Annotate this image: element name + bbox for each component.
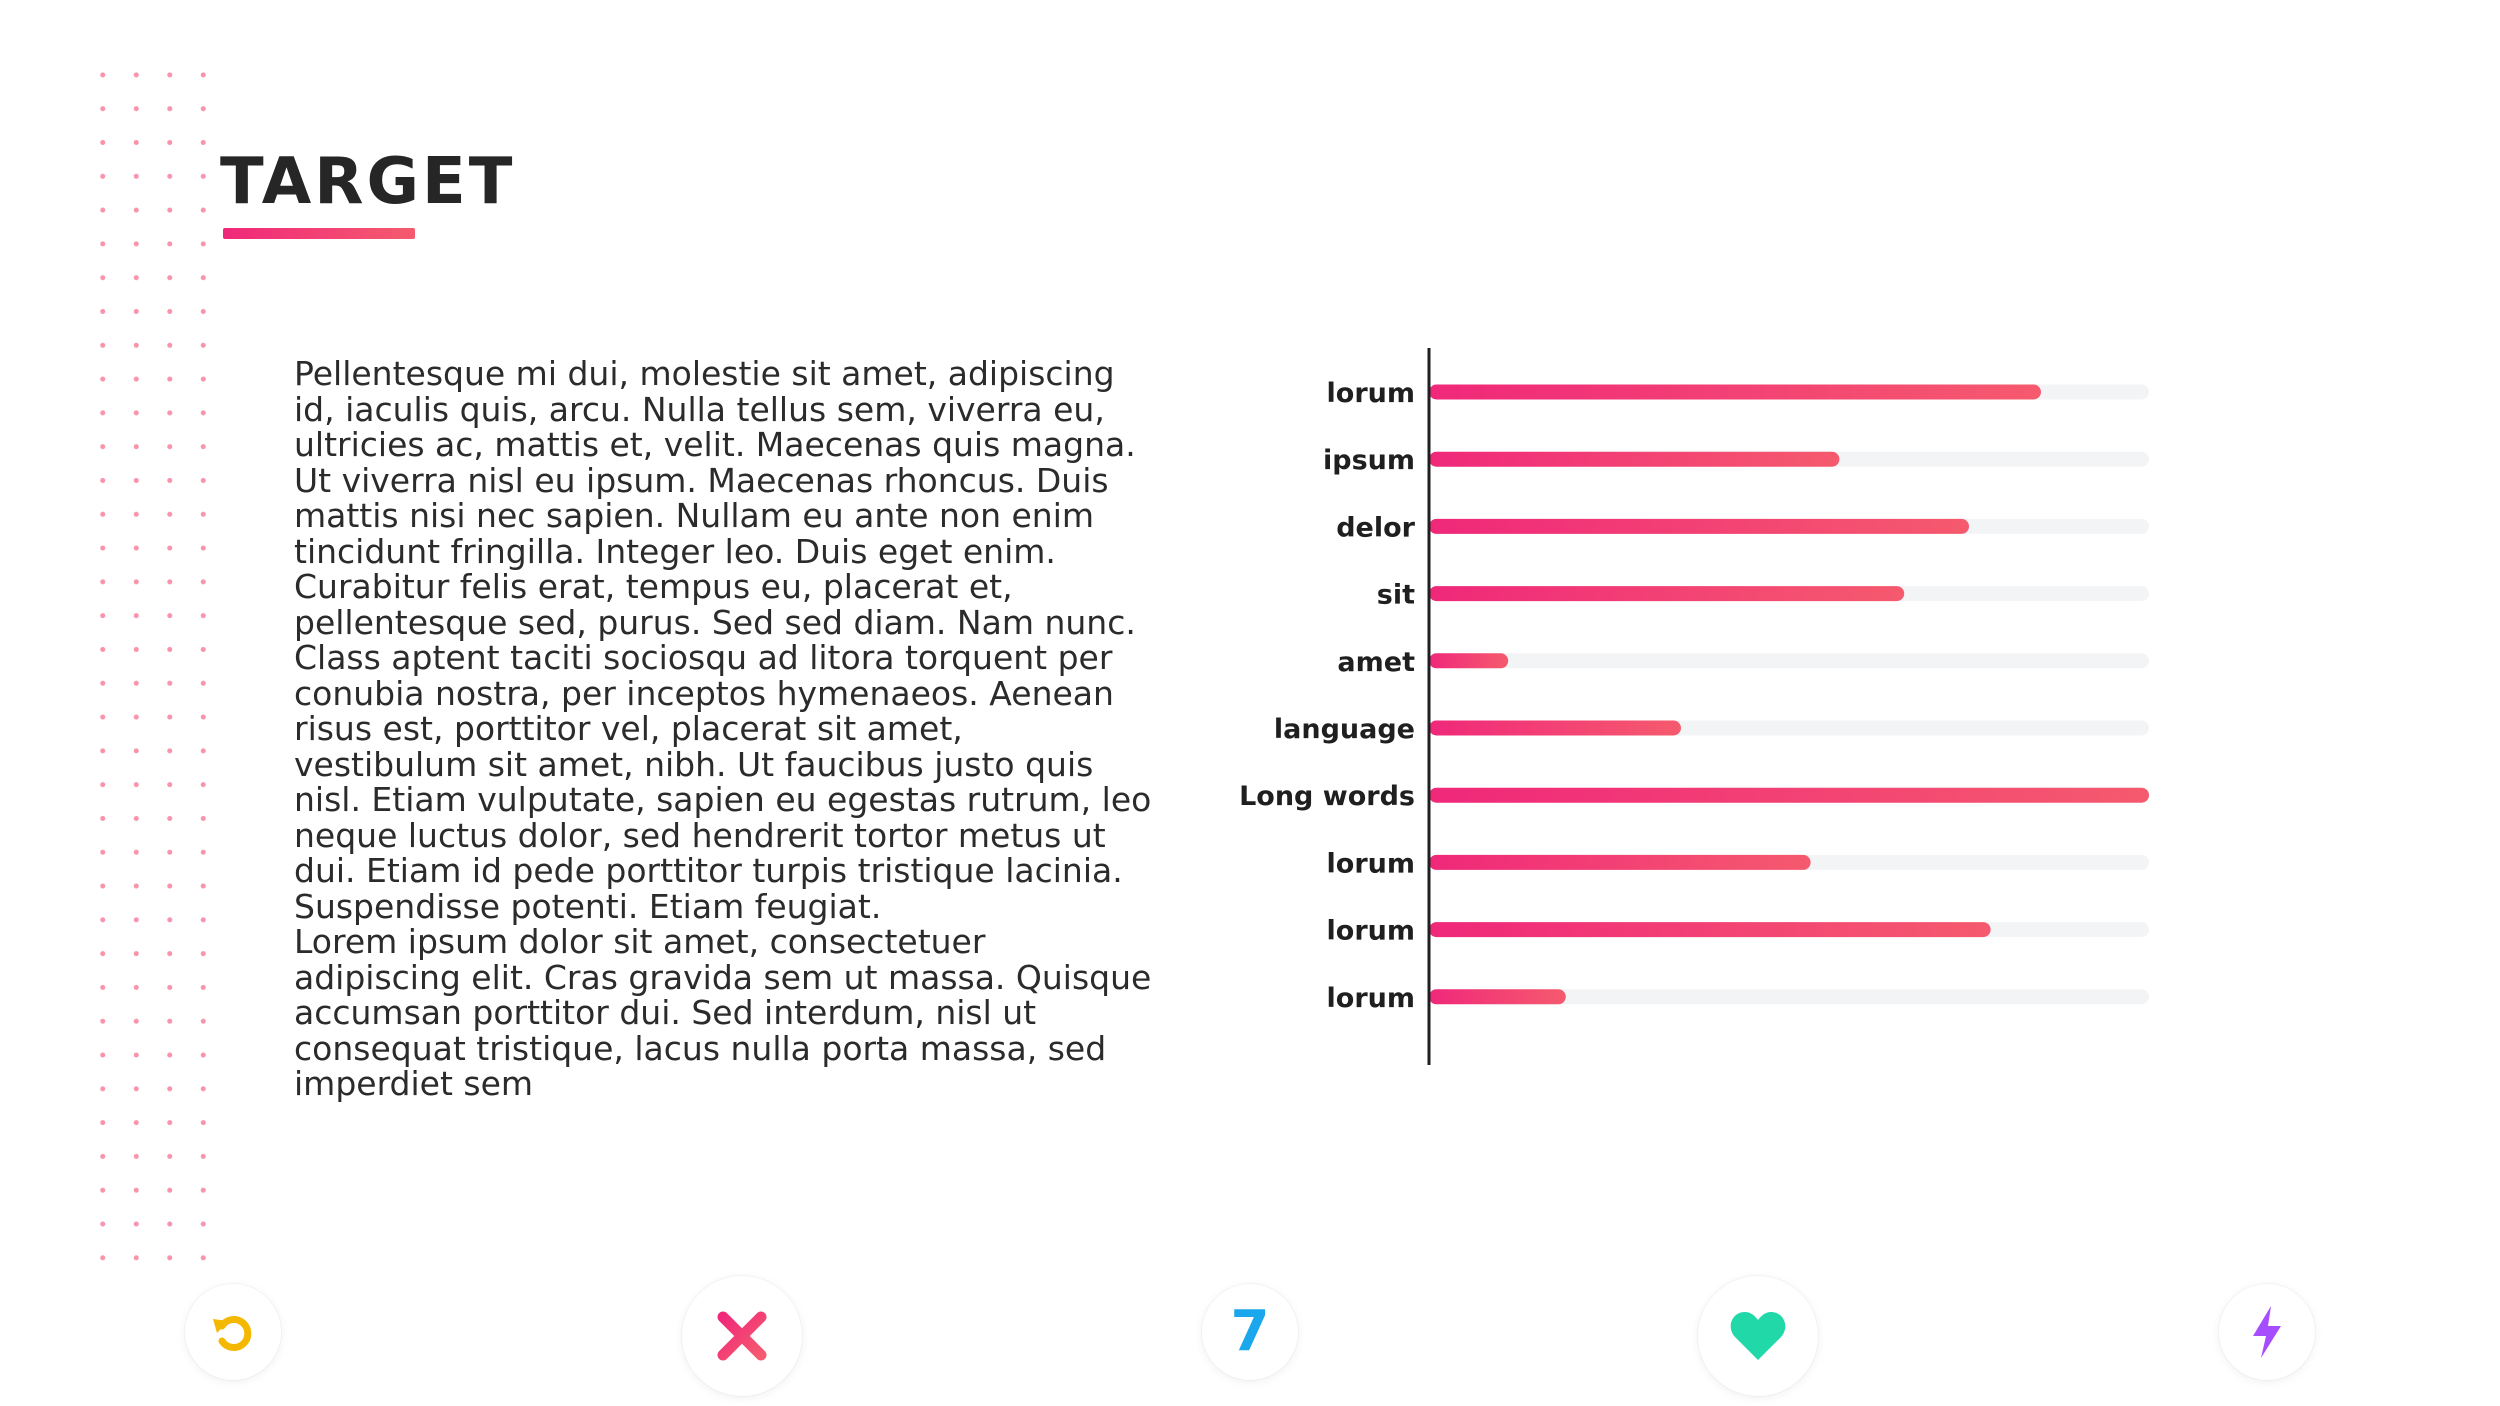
title-underline — [223, 228, 415, 239]
decorative-dot-grid — [86, 58, 206, 1276]
bar-1 — [1429, 452, 1839, 467]
bar-9 — [1429, 989, 1566, 1004]
bar-track — [1429, 653, 2149, 668]
category-label: lorum — [1326, 915, 1415, 947]
bar-0 — [1429, 385, 2041, 400]
bar-6 — [1429, 788, 2149, 803]
undo-button[interactable] — [185, 1284, 281, 1380]
bar-4 — [1429, 653, 1508, 668]
category-label: delor — [1336, 512, 1415, 544]
category-label: sit — [1376, 579, 1415, 611]
bar-7 — [1429, 855, 1811, 870]
number-button[interactable] — [1202, 1284, 1298, 1380]
category-label: lorum — [1326, 378, 1415, 409]
like-button[interactable] — [1698, 1276, 1818, 1396]
number-icon: 7 — [1230, 1299, 1270, 1364]
bar-5 — [1429, 721, 1681, 736]
body-paragraph-1: Pellentesque mi dui, molestie sit amet, adipiscing id, iaculis quis, arcu. Nulla tellus sem, viverra eu, ultricies ac, mattis et, velit. Maecenas quis magna. Ut viverra nisl eu ipsum. Maecenas rhoncus. Duis mattis nisi nec sapien. Nullam eu ante non enim tincidunt fringilla. Integer leo. Duis eget enim. Curabitur felis erat, tempus eu, placerat et, pellentesque sed, purus. Sed sed diam. Nam nunc. Class aptent taciti sociosqu ad litora torquent per conubia nostra, per inceptos hymenaeos. Aenean risus est, porttitor vel, placerat sit amet, vestibulum sit amet, nibh. Ut faucibus justo quis nisl. Etiam vulputate, sapien eu egestas rutrum, leo neque luctus dolor, sed hendrerit tortor metus ut dui. Etiam id pede porttitor turpis tristique lacinia. Suspendisse potenti. Etiam feugiat. — [294, 354, 1152, 926]
boost-button[interactable] — [2219, 1284, 2315, 1380]
bar-3 — [1429, 586, 1904, 601]
heart-icon — [1729, 1310, 1787, 1362]
undo-icon — [208, 1307, 258, 1357]
slide-title: TARGET — [220, 145, 516, 219]
close-icon — [715, 1309, 769, 1363]
category-label: language — [1273, 714, 1415, 745]
bar-8 — [1429, 922, 1991, 937]
lightning-icon — [2249, 1304, 2285, 1360]
action-bar — [0, 1260, 2500, 1406]
category-label: ipsum — [1322, 445, 1415, 477]
category-label: lorum — [1326, 848, 1415, 880]
bar-chart — [1200, 330, 2240, 1090]
category-label: amet — [1337, 646, 1415, 678]
category-label: Long words — [1239, 781, 1415, 813]
body-paragraph-2: Lorem ipsum dolor sit amet, consectetuer adipiscing elit. Cras gravida sem ut massa. Quisque accumsan porttitor dui. Sed interdum, nisl ut consequat tristique, lacus nulla porta massa, sed imperdiet sem — [294, 922, 1152, 1103]
dislike-button[interactable] — [682, 1276, 802, 1396]
category-label: lorum — [1326, 982, 1415, 1014]
bar-2 — [1429, 519, 1969, 534]
body-text — [294, 356, 1154, 1102]
